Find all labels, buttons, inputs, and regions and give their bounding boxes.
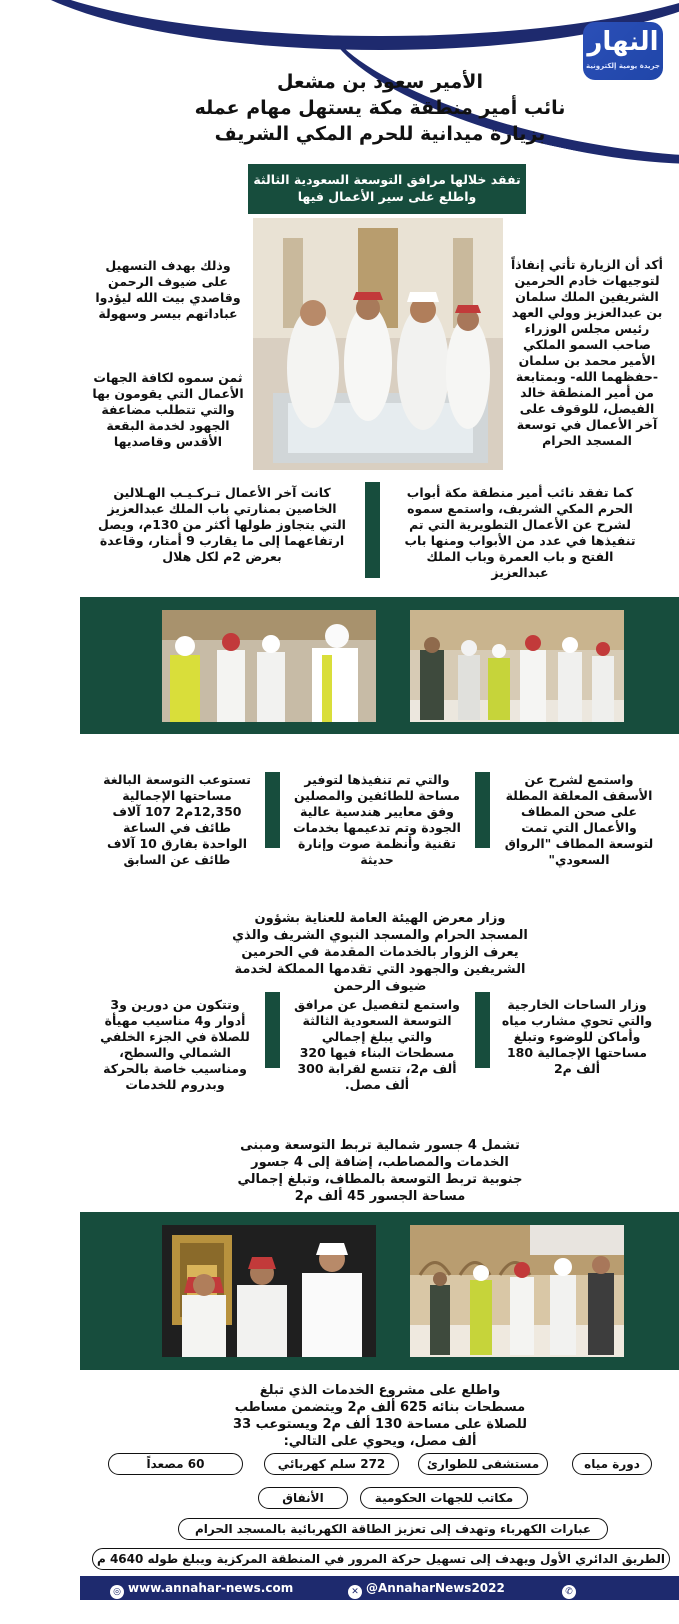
services-text: واطلع على مشروع الخدمات الذي تبلغ مسطحات بنائه 625 ألف م2 ويتضمن مساطب للصلاة على مساحة 130 ألف م2 ويستوعب 33 ألف مصل، ويحوي على التالي: [233, 1383, 527, 1449]
divider-bar [265, 992, 280, 1068]
capacity-text: تستوعب التوسعة البالغة مساحتها الإجمالية 12,350م2 107 آلاف طائف في الساعة الواحدة بفارق 10 آلاف طائف عن السابق [103, 772, 251, 867]
facility-ring-road: الطريق الدائري الأول ويهدف إلى تسهيل حركة المرور في المنطقة المركزية ويبلغ طوله 4640 م [92, 1548, 670, 1570]
third-expansion-text: واستمع لتفصيل عن مرافق التوسعة السعودية الثالثة والتي يبلغ إجمالي مسطحات البناء فيها 320 ألف م2، تتسع لقرابة 300 ألف مصل. [294, 997, 460, 1092]
twitter-icon: ✕ [348, 1585, 362, 1599]
headline-line-1: الأمير سعود بن مشعل [277, 71, 483, 93]
divider-bar [265, 772, 280, 848]
whatsapp-icon: ✆ [562, 1585, 576, 1599]
headline-line-3: بزيارة ميدانية للحرم المكي الشريف [214, 123, 546, 145]
website-text: www.annahar-news.com [128, 1581, 294, 1595]
facility-electric: عبارات الكهرباء وتهدف إلى تعزيز الطاقة الكهربائية بالمسجد الحرام [178, 1518, 608, 1540]
floors-text: وتتكون من دورين و3 أدوار و4 مناسيب مهيأة للصلاة في الجزء الخلفي الشمالي والسطح، ومناسيب خاصة بالحركة وبدروم للخدمات [100, 997, 250, 1092]
gates-text: كما تفقد نائب أمير منطقة مكة أبواب الحرم المكي الشريف، واستمع سموه لشرح عن الأعمال التطويرية التي تم تنفيذها في عدد من الأبواب ومنها باب الفتح و باب العمرة وباب الملك عبدالعزيز [404, 485, 636, 580]
headline-line-2: نائب أمير منطقة مكة يستهل مهام عمله [194, 97, 566, 119]
facility-tunnels: الأنفاق [258, 1487, 348, 1509]
squares-text: وزار الساحات الخارجية والتي تحوي مشارب مياه وأماكن للوضوء وتبلغ مساحتها الإجمالية 180 ألف م2 [501, 997, 653, 1076]
logo-text: النهار [587, 27, 659, 57]
whatsapp-link[interactable] [562, 1576, 679, 1624]
exhibition-text: وزار معرض الهيئة العامة للعناية بشؤون المسجد الحرام والمسجد النبوي الشريف والذي يعرف الزوار بالخدمات المقدمة في الحرمين الشريفين والجهود التي تقدمها المملكة لخدمة ضيوف الرحمن [232, 911, 528, 994]
footer [80, 1576, 679, 1619]
engineer-photo [162, 610, 376, 722]
facility-escalators: 272 سلم كهربائي [264, 1453, 399, 1475]
kaaba-door-photo [162, 1225, 376, 1357]
facility-hospital: مستشفى للطوارئ [418, 1453, 548, 1475]
divider-bar [475, 992, 490, 1068]
facility-offices: مكاتب للجهات الحكومية [360, 1487, 528, 1509]
divider-bar [475, 772, 490, 848]
bridges-text: تشمل 4 جسور شمالية تربط التوسعة ومبنى الخدمات والمصاطب، إضافة إلى 4 جسور جنوبية تربط التوسعة بالمطاف، وتبلغ إجمالي مساحة الجسور 45 ألف م2 [237, 1138, 523, 1204]
subtitle-banner: تفقد خلالها مرافق التوسعة السعودية الثالثة واطلع على سير الأعمال فيها [248, 164, 526, 214]
website-link[interactable] [110, 1576, 293, 1600]
main-visit-photo [253, 218, 503, 470]
executed-text: والتي تم تنفيذها لتوفير مساحة للطائفين والمصلين وفق معايير هندسية عالية الجودة وتم تدعيمها بخدمات تقنية وأنظمة صوت وإنارة حديثة [293, 772, 461, 867]
crescents-text: كانت آخر الأعمال تـركـيـب الهـلالين الخاصين بمنارتي باب الملك عبدالعزيز التي يتجاوز طولها أكثر من 130م، ويصل ارتفاعهما إلى ما يقارب 9 أمتار، وقاعدة بعرض 2م لكل هلال [98, 485, 346, 564]
phone-text: 966558128155 [562, 1605, 663, 1619]
twitter-link[interactable] [348, 1576, 505, 1600]
facility-water: دورة مياه [572, 1453, 652, 1475]
intro-left-top-text: وذلك بهدف التسهيل على ضيوف الرحمن وقاصدي بيت الله ليؤدوا عباداتهم بيسر وسهولة [95, 258, 241, 321]
logo-subtext: جريدة يومية إلكترونية [586, 62, 660, 70]
divider-bar [365, 482, 380, 578]
facility-elevators: 60 مصعداً [108, 1453, 243, 1475]
intro-left-bottom-text: ثمن سموه لكافة الجهات الأعمال التي يقومون بها والتي تتطلب مضاعفة الجهود لخدمة البقعة الأقدس وقاصديها [92, 370, 244, 449]
intro-right-text: أكد أن الزيارة تأتي إنفاذاً لتوجيهات خادم الحرمين الشريفين الملك سلمان بن عبدالعزيز وولي العهد رئيس مجلس الوزراء صاحب السمو الملكي الأمير محمد بن سلمان -حفظهما الله- وبمتابعة من أمير المنطقة خالد الفيصل، للوقوف على آخر الأعمال في توسعة المسجد الحرام [511, 257, 663, 448]
globe-icon: ◎ [110, 1585, 124, 1599]
roofs-text: واستمع لشرح عن الأسقف المعلقة المطلة على صحن المطاف والأعمال التي تمت لتوسعة المطاف "الرواق السعودي" [504, 772, 654, 867]
corridor-photo [410, 610, 624, 722]
arcade-photo [410, 1225, 624, 1357]
twitter-text: @AnnaharNews2022 [366, 1581, 505, 1595]
